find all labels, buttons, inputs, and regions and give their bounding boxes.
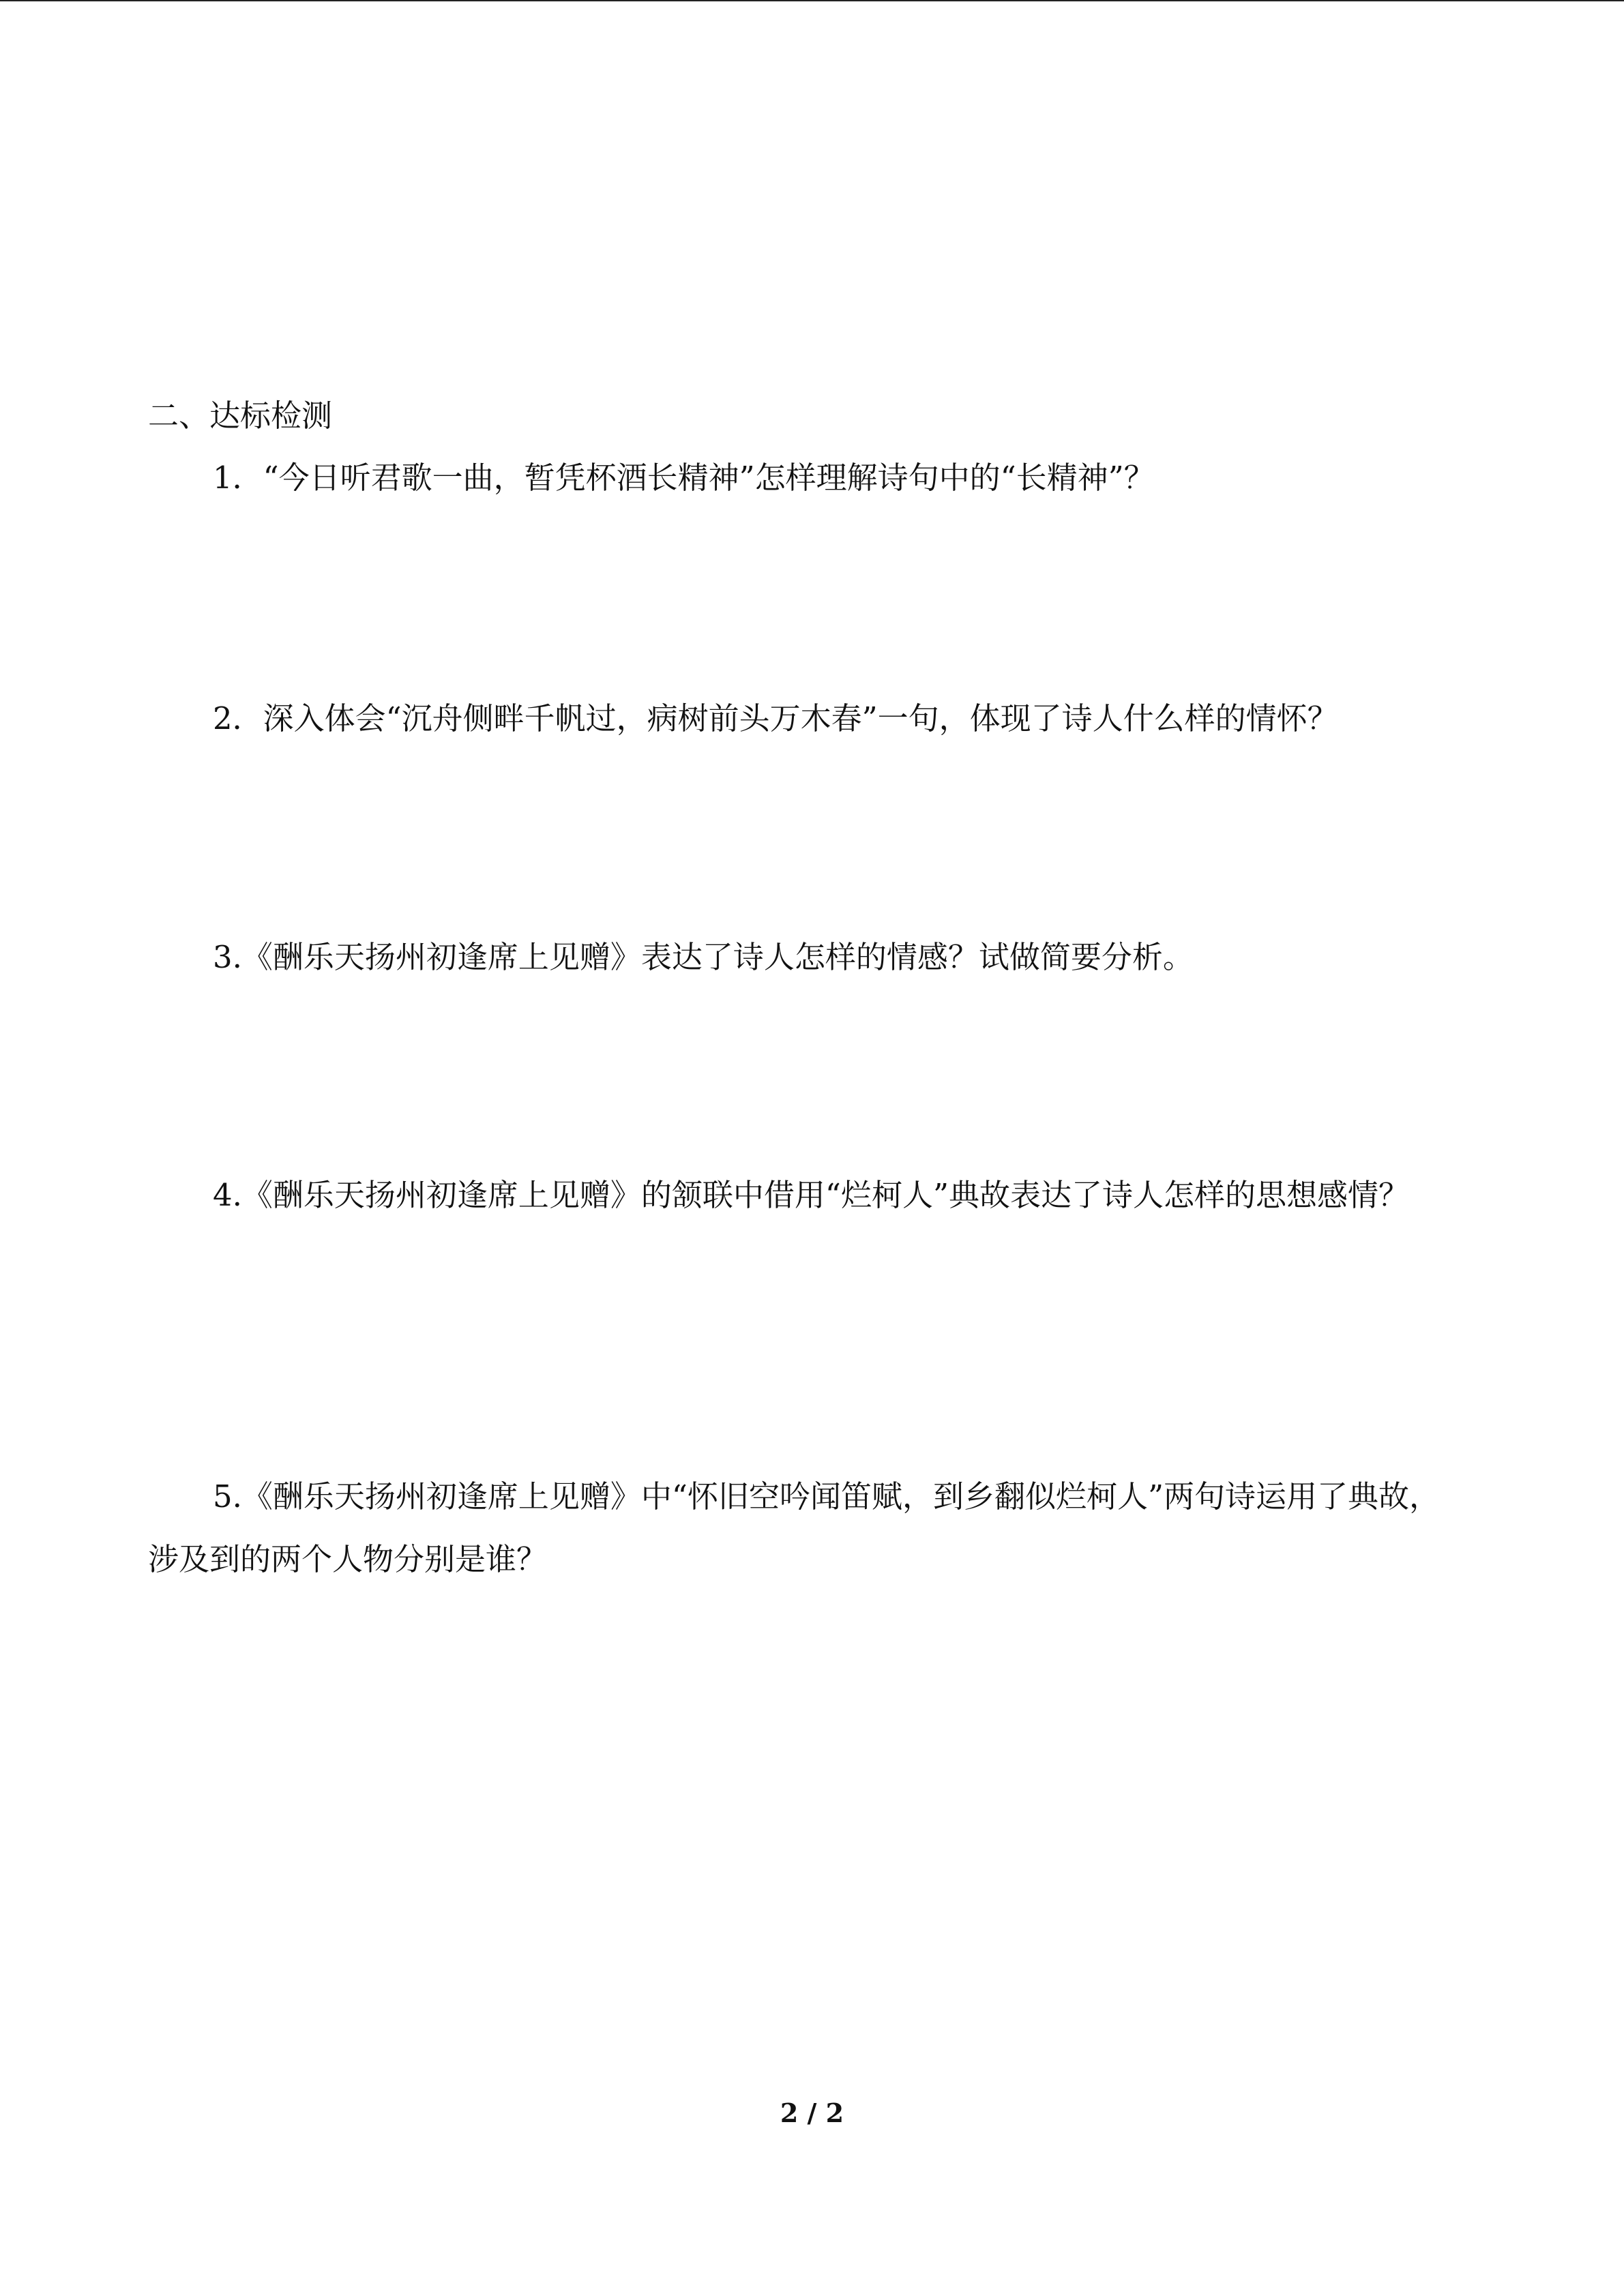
- section-heading: 二、达标检测: [148, 398, 333, 434]
- question-3: 3.《酬乐天扬州初逢席上见赠》表达了诗人怎样的情感？试做简要分析。: [213, 939, 1194, 975]
- question-5: 5.《酬乐天扬州初逢席上见赠》中“怀旧空吟闻笛赋，到乡翻似烂柯人”两句诗运用了典故，涉及到的两个人物分别是谁？: [148, 1478, 1440, 1577]
- question-4: 4.《酬乐天扬州初逢席上见赠》的颔联中借用“烂柯人”典故表达了诗人怎样的思想感情？: [213, 1177, 1409, 1213]
- question-1: 1．“今日听君歌一曲，暂凭杯酒长精神”怎样理解诗句中的“长精神”？: [213, 460, 1155, 496]
- question-2: 2．深入体会“沉舟侧畔千帆过，病树前头万木春”一句，体现了诗人什么样的情怀？: [213, 700, 1338, 736]
- page-number: 2 / 2: [780, 2098, 844, 2128]
